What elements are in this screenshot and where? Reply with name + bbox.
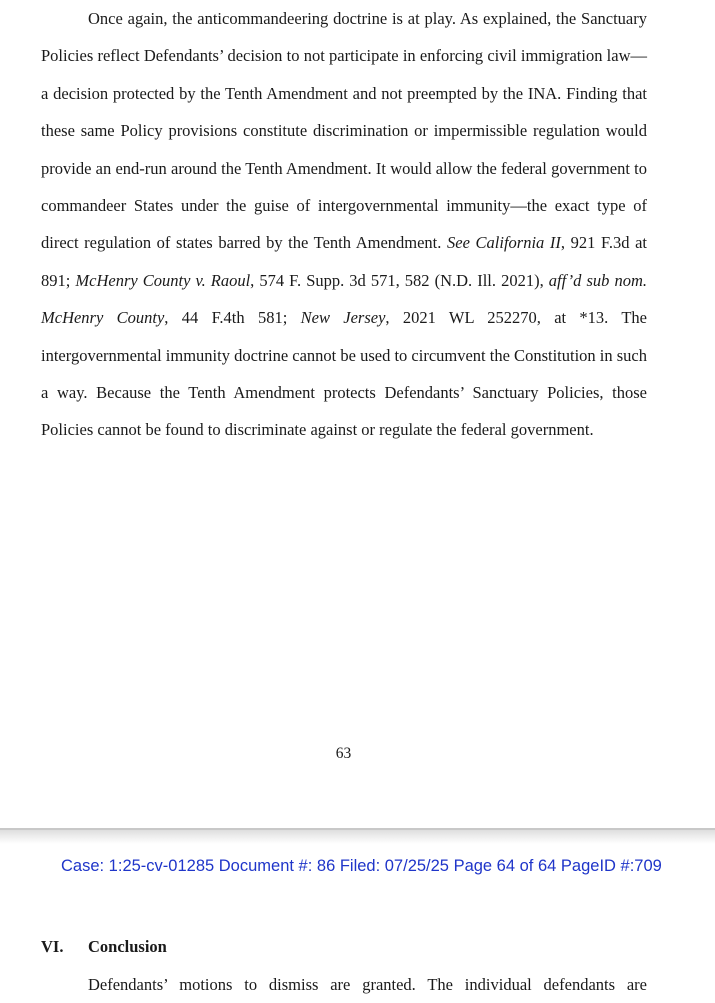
paragraph-text: , 921 F.3d at 891;: [41, 233, 648, 290]
page-64: [0, 844, 715, 1000]
page-number: 63: [335, 745, 352, 762]
paragraph-text: , 574 F. Supp. 3d 571, 582 (N.D. Ill. 2021),: [250, 270, 549, 290]
citation-new-jersey: New Jersey: [300, 308, 386, 328]
paragraph-text: , 2021 WL 252270, at *13. The intergovernmental immunity doctrine cannot be used to circumvent the Constitution in such a way. Because the Tenth Amendment protects Defendants’ Sanctuary Policies, those Policies cannot be found to discriminate against or regulate the federal government.: [41, 308, 647, 440]
section-number: VI.: [41, 937, 64, 956]
case-header: Case: 1:25-cv-01285 Document #: 86 Filed: 07/25/25 Page 64 of 64 PageID #:709: [61, 857, 662, 875]
page-edge: [0, 828, 715, 830]
conclusion-paragraph: [41, 966, 647, 1003]
citation-mchenry-raoul: McHenry County v. Raoul: [75, 270, 251, 290]
page-separator: [0, 828, 715, 844]
paragraph-text: Once again, the anticommandeering doctrine is at play. As explained, the Sanctuary Policies reflect Defendants’ decision to not participate in enforcing civil immigration law—a decision protected by the Tenth Amendment and not preempted by the INA. Finding that these same Policy provisions constitute discrimination or impermissible regulation would provide an end-run around the Tenth Amendment. It would allow the federal government to commandeer States under the guise of intergovernmental immunity—the exact type of direct regulation of states barred by the Tenth Amendment.: [41, 9, 647, 253]
section-heading: [41, 937, 167, 957]
body-paragraph: [41, 0, 647, 449]
paragraph-text: Defendants’ motions to dismiss are granted. The individual defendants are: [88, 975, 647, 994]
citation-affd: aff’d sub nom. McHenry County: [41, 270, 648, 328]
section-title: Conclusion: [88, 937, 167, 956]
paragraph-text: , 44 F.4th 581;: [164, 308, 301, 328]
citation-see-california: See California II: [447, 233, 561, 253]
